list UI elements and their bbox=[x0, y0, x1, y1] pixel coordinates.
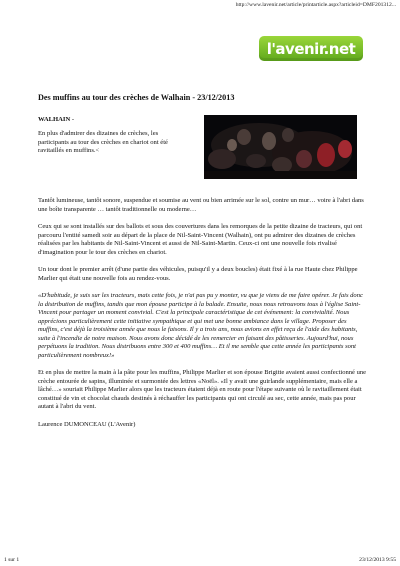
paragraph-2: Ceux qui se sont installés sur des ballots et sous des couvertures dans les remorques de la petite dizaine de tracteurs, qui ont parcouru l'entité samedi soir au départ de la place de Nil-Saint-Vincent (Walhain), ont pu admirer des dizaines de crèches réalisées par les habitants de Nil-Saint-Vincent et aussi de Nil-Saint-Martin. Ceux-ci ont une nouvelle fois rivalisé d'imagination pour le tour des crèches en chariot. bbox=[38, 223, 363, 256]
article-body bbox=[38, 197, 368, 438]
article-lead: En plus d'admirer des dizaines de crèches, les participants au tour des crèches en chariot ont été ravitaillés en muffins.< bbox=[38, 130, 168, 155]
closing-paragraph: Et en plus de mettre la main à la pâte pour les muffins, Philippe Marlier et son épouse Brigitte avaient aussi confectionné une crèche entourée de sapins, illuminée et surmontée des lettres «Noël». «Il y avait une guirlande supplémentaire, mais elle a lâché…» souriait Philippe Marlier alors que les tracteurs étaient déjà en route pour l'étape suivante où le ravitaillement était constitué de vin et chocolat chauds destinés à réchauffer les participants qui ont circulé au sec, cette année, mais pas pour autant à l'abri du vent. bbox=[38, 369, 367, 410]
article-location: WALHAIN bbox=[38, 116, 71, 123]
quote-paragraph: «D'habitude, je suis sur les tracteurs, mais cette fois, je n'ai pas pu y monter, vu que je viens de me faire opérer. Je fais donc la distribution de muffins, tandis que mon épouse participe à la balade. Ensuite, nous nous retrouvons tous à l'église Saint-Vincent pour partager un moment convivial. C'est la principale caractéristique de cet événement: la convivialité. Nous apprécions particulièrement cette initiative sympathique et qui met une bonne ambiance dans le village. Proposer des muffins, c'est déjà la troisième année que nous le faisons. Il y a trois ans, nous avions en effet reçu de l'aide des habitants, suite à l'incendie de notre maison. Nous avons donc décidé de les remercier en faisant des pâtisseries. Aujourd'hui, nous perpétuons la tradition. Nous distribuons entre 300 et 400 muffins… Et il me semble que cette année les participants sont particulièrement nombreux!» bbox=[38, 292, 363, 359]
article-author: Laurence DUMONCEAU (L'Avenir) bbox=[38, 420, 136, 428]
location-suffix: - bbox=[70, 116, 75, 123]
print-datetime: 23/12/2013 9:55 bbox=[359, 557, 396, 563]
print-url: http://www.lavenir.net/article/printarticle.aspx?articleid=DMF201312... bbox=[235, 2, 396, 8]
site-logo[interactable] bbox=[259, 36, 363, 61]
article-location-line bbox=[38, 116, 74, 123]
paragraph-3: Un tour dont le premier arrêt (d'une partie des véhicules, puisqu'il y a deux boucles) était fixé à la rue Haute chez Philippe Marlier qui était une nouvelle fois au rendez-vous. bbox=[38, 266, 358, 282]
night-crowd-photo bbox=[204, 115, 357, 179]
paragraph-1: Tantôt lumineuse, tantôt sonore, suspendue et soumise au vent ou bien arrimée sur le sol, contre un mur… voire à l'abri dans une boîte transparente … tantôt traditionnelle ou moderne… bbox=[38, 197, 364, 213]
article-title: Des muffins au tour des crèches de Walhain - 23/12/2013 bbox=[38, 93, 235, 102]
page-count: 1 sur 1 bbox=[4, 557, 20, 563]
logo-text: l'avenir.net bbox=[266, 39, 356, 58]
article-photo bbox=[204, 115, 357, 179]
